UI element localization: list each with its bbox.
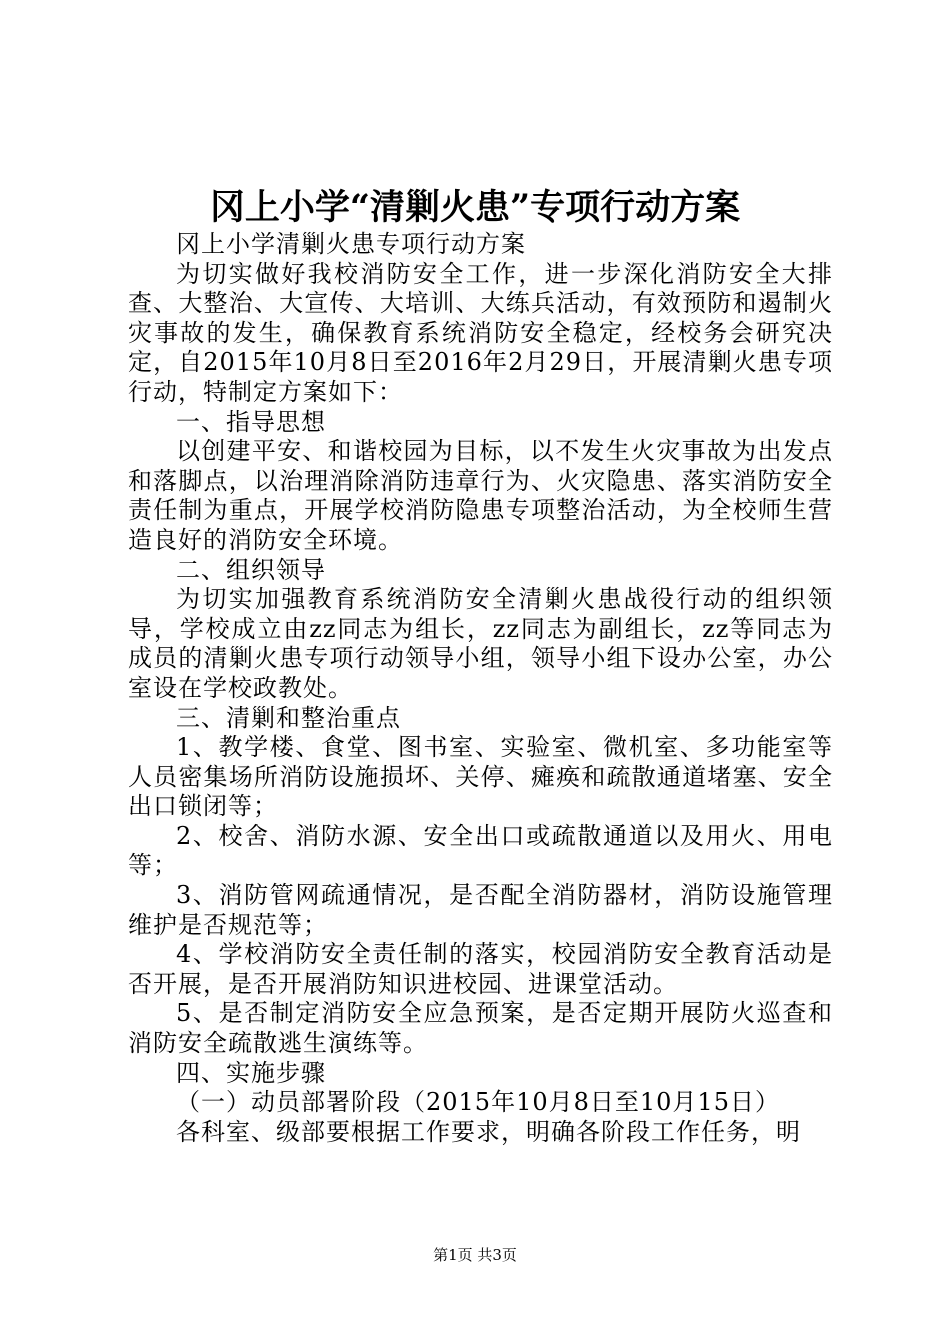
paragraph-subtitle: 冈上小学清剿火患专项行动方案 (176, 230, 526, 258)
list-item-focus-2: 2、校舍、消防水源、安全出口或疏散通道以及用火、用电等； (128, 821, 833, 880)
document-body (128, 230, 833, 1147)
paragraph-organization: 为切实加强教育系统消防安全清剿火患战役行动的组织领导，学校成立由zz同志为组长，zz同志为副组长，zz等同志为成员的清剿火患专项行动领导小组，领导小组下设办公室，办公室设在学校政教处。 (128, 585, 833, 702)
paragraph-guiding-ideology: 以创建平安、和谐校园为目标，以不发生火灾事故为出发点和落脚点，以治理消除消防违章行为、火灾隐患、落实消防安全责任制为重点，开展学校消防隐患专项整治活动，为全校师生营造良好的消防安全环境。 (128, 437, 833, 554)
list-item-focus-5: 5、是否制定消防安全应急预案，是否定期开展防火巡查和消防安全疏散逃生演练等。 (128, 999, 833, 1058)
paragraph-intro: 为切实做好我校消防安全工作，进一步深化消防安全大排查、大整治、大宣传、大培训、大练兵活动，有效预防和遏制火灾事故的发生，确保教育系统消防安全稳定，经校务会研究决定，自2015年10月8日至2016年2月29日，开展清剿火患专项行动，特制定方案如下： (128, 259, 833, 406)
page-number-footer: 第1页 共3页 (433, 1246, 517, 1264)
subheading-mobilization-phase: （一）动员部署阶段（2015年10月8日至10月15日） (176, 1088, 780, 1117)
list-item-focus-4: 4、学校消防安全责任制的落实，校园消防安全教育活动是否开展，是否开展消防知识进校园、进课堂活动。 (128, 940, 833, 998)
list-item-focus-1: 1、教学楼、食堂、图书室、实验室、微机室、多功能室等人员密集场所消防设施损坏、关停、瘫痪和疏散通道堵塞、安全出口锁闭等； (128, 733, 833, 821)
list-item-focus-3: 3、消防管网疏通情况，是否配全消防器材，消防设施管理维护是否规范等； (128, 881, 833, 939)
section-heading-guiding-ideology: 一、指导思想 (176, 407, 326, 436)
section-heading-focus: 三、清剿和整治重点 (176, 703, 401, 732)
section-heading-steps: 四、实施步骤 (176, 1058, 326, 1087)
document-title: 冈上小学“清剿火患”专项行动方案 (209, 187, 741, 228)
paragraph-mobilization-phase: 各科室、级部要根据工作要求，明确各阶段工作任务，明 (176, 1117, 801, 1146)
section-heading-organization: 二、组织领导 (176, 555, 326, 584)
